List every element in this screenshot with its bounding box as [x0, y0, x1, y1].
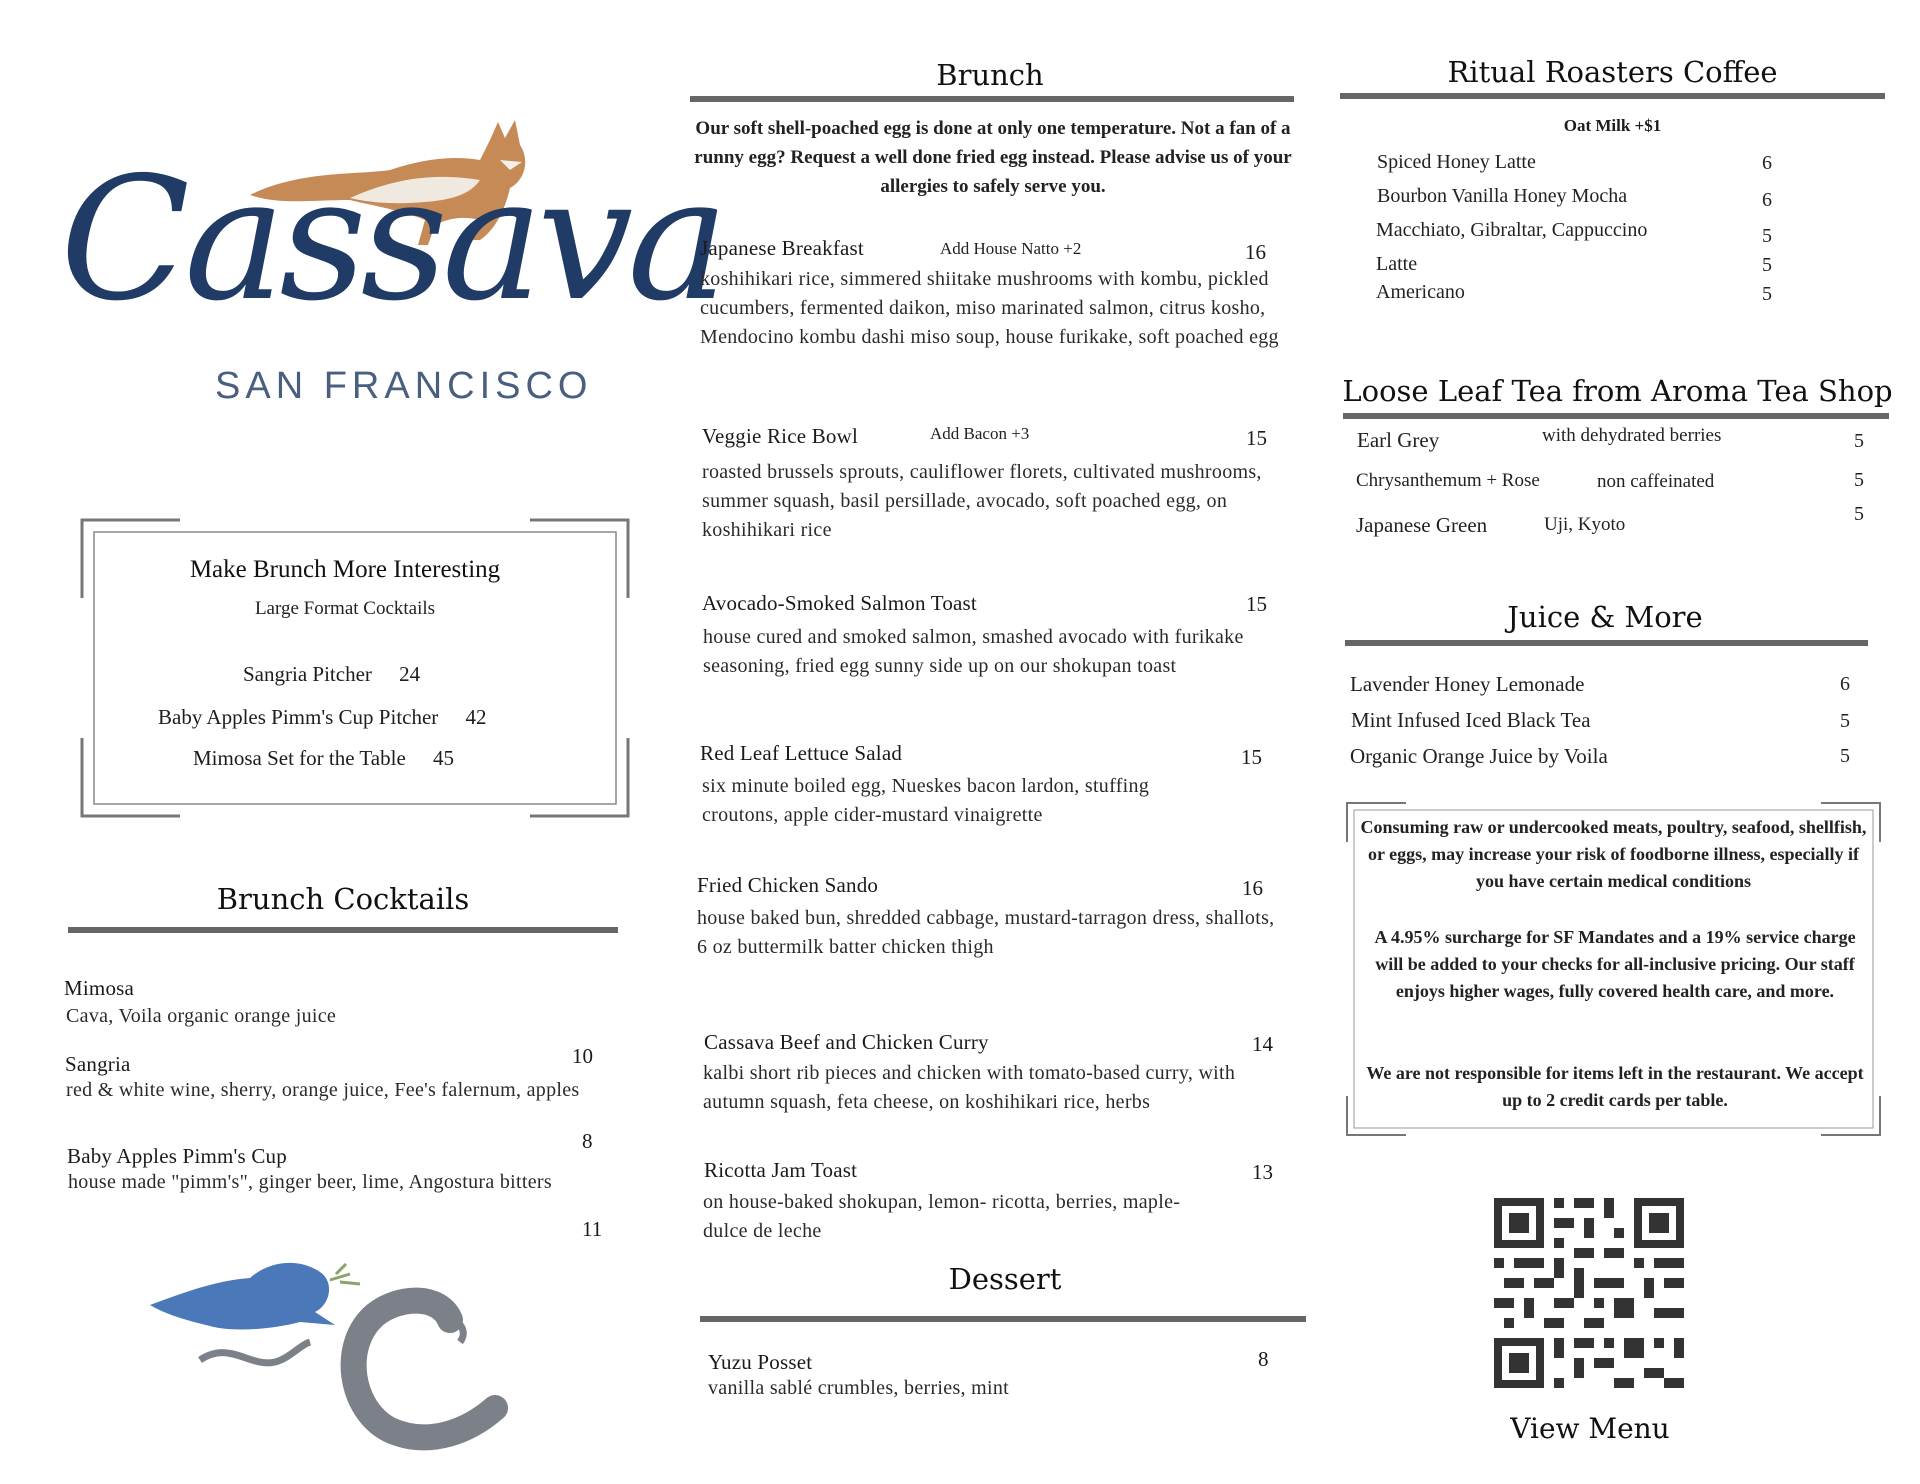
menu-item-name: Baby Apples Pimm's Cup: [67, 1144, 287, 1168]
menu-item-desc: house cured and smoked salmon, smashed avocado with furikake seasoning, fried egg sunny side up on our shokupan toast: [703, 626, 1244, 677]
drink-name: Americano: [1376, 281, 1465, 303]
promo-item-price: 45: [433, 746, 455, 770]
juice-price: 5: [1840, 745, 1850, 767]
menu-item-price: 10: [572, 1044, 593, 1068]
drink-price: 5: [1762, 225, 1772, 247]
promo-box: [80, 518, 630, 818]
logo-city: SAN FRANCISCO: [215, 365, 593, 407]
tea-detail: non caffeinated: [1597, 471, 1715, 492]
menu-item-price: 15: [1246, 592, 1267, 616]
juice-price: 6: [1840, 673, 1850, 695]
cocktails-title: Brunch Cocktails: [216, 882, 470, 916]
promo-item-name: Sangria Pitcher: [243, 662, 372, 686]
tea-detail: with dehydrated berries: [1542, 425, 1722, 446]
coffee-note: Oat Milk +$1: [1563, 116, 1662, 135]
menu-item-desc: vanilla sablé crumbles, berries, mint: [708, 1377, 1010, 1399]
logo-script: Cassava: [60, 141, 723, 339]
menu-item-price: 13: [1252, 1160, 1273, 1184]
promo-item: [243, 662, 420, 687]
promo-title: Make Brunch More Interesting: [189, 556, 501, 583]
disclaimer-box: [1346, 802, 1881, 1136]
drink-name: Macchiato, Gibraltar, Cappuccino: [1376, 219, 1648, 241]
menu-item-desc: six minute boiled egg, Nueskes bacon lardon, stuffing croutons, apple cider-mustard vinaigrette: [702, 775, 1150, 826]
drink-price: 6: [1762, 152, 1772, 174]
drink-name: Spiced Honey Latte: [1377, 151, 1536, 173]
drink-price: 5: [1762, 254, 1772, 276]
juice-name: Organic Orange Juice by Voila: [1350, 744, 1608, 768]
disclaimer-policy: We are not responsible for items left in the restaurant. We accept up to 2 credit cards per table.: [1366, 1063, 1864, 1110]
menu-item-price: 8: [582, 1129, 593, 1153]
tea-price: 5: [1854, 503, 1864, 525]
menu-item-name: Red Leaf Lettuce Salad: [700, 741, 903, 765]
menu-item-desc: on house-baked shokupan, lemon- ricotta, berries, maple-dulce de leche: [703, 1191, 1181, 1242]
menu-item-name: Mimosa: [64, 976, 135, 1000]
menu-item-price: 11: [582, 1217, 603, 1241]
bird-logo-illustration: [150, 1250, 550, 1460]
juice-name: Mint Infused Iced Black Tea: [1351, 708, 1591, 732]
promo-item: [193, 746, 454, 771]
tea-name: Japanese Green: [1356, 513, 1488, 537]
promo-item-name: Baby Apples Pimm's Cup Pitcher: [158, 705, 439, 729]
disclaimer-surcharge: A 4.95% surcharge for SF Mandates and a 19% service charge will be added to your checks for all-inclusive pricing. Our staff enjoys higher wages, fully covered health care, and more.: [1374, 927, 1856, 1001]
menu-item-name: Cassava Beef and Chicken Curry: [704, 1030, 989, 1054]
tea-price: 5: [1854, 469, 1864, 491]
drink-price: 5: [1762, 283, 1772, 305]
tea-title: Loose Leaf Tea from Aroma Tea Shop: [1342, 374, 1893, 408]
promo-item-price: 42: [465, 705, 487, 729]
dessert-rule: [700, 1316, 1306, 1322]
menu-item-addon: Add House Natto +2: [940, 239, 1082, 258]
juice-rule: [1345, 640, 1868, 646]
juice-name: Lavender Honey Lemonade: [1350, 672, 1585, 696]
menu-item-name: Sangria: [65, 1052, 131, 1076]
juice-title: Juice & More: [1507, 600, 1703, 634]
promo-item-name: Mimosa Set for the Table: [193, 746, 406, 770]
menu-item-price: 16: [1245, 240, 1266, 264]
drink-name: Latte: [1376, 253, 1418, 275]
menu-item-desc: roasted brussels sprouts, cauliflower florets, cultivated mushrooms, summer squash, basil persillade, avocado, soft poached egg, on koshihikari rice: [702, 461, 1262, 541]
menu-item-name: Veggie Rice Bowl: [702, 424, 859, 448]
tea-name: Earl Grey: [1357, 428, 1440, 452]
menu-item-name: Fried Chicken Sando: [697, 873, 879, 897]
menu-item-desc: Cava, Voila organic orange juice: [66, 1005, 337, 1027]
menu-item-price: 14: [1252, 1032, 1273, 1056]
logo: [60, 100, 723, 440]
drink-price: 6: [1762, 189, 1772, 211]
tea-price: 5: [1854, 430, 1864, 452]
promo-subtitle: Large Format Cocktails: [254, 598, 436, 619]
menu-item-price: 15: [1241, 745, 1262, 769]
juice-price: 5: [1840, 710, 1850, 732]
promo-item: [158, 705, 487, 730]
brunch-notice: Our soft shell-poached egg is done at only one temperature. Not a fan of a runny egg? Request a well done fried egg instead. Please advise us of your allergies to safely serve you.: [694, 118, 1292, 197]
menu-item-name: Ricotta Jam Toast: [704, 1158, 858, 1182]
view-menu-label[interactable]: View Menu: [1510, 1412, 1670, 1445]
menu-item-price: 16: [1242, 876, 1263, 900]
menu-item-desc: house made "pimm's", ginger beer, lime, Angostura bitters: [68, 1171, 552, 1193]
tea-name: Chrysanthemum + Rose: [1356, 470, 1540, 491]
promo-item-price: 24: [399, 662, 421, 686]
menu-item-addon: Add Bacon +3: [930, 424, 1030, 443]
disclaimer-allergy: Consuming raw or undercooked meats, poultry, seafood, shellfish, or eggs, may increase your risk of foodborne illness, especially if you have certain medical conditions: [1360, 817, 1867, 891]
drink-name: Bourbon Vanilla Honey Mocha: [1377, 185, 1628, 207]
tea-rule: [1343, 413, 1889, 419]
qr-code[interactable]: [1494, 1198, 1684, 1388]
cocktails-rule: [68, 927, 618, 933]
menu-item-name: Avocado-Smoked Salmon Toast: [702, 591, 977, 615]
menu-item-price: 15: [1246, 426, 1267, 450]
menu-item-desc: koshihikari rice, simmered shiitake mushrooms with kombu, pickled cucumbers, fermented daikon, miso marinated salmon, citrus kosho, Mendocino kombu dashi miso soup, house furikake, soft poached egg: [700, 268, 1279, 348]
menu-item-desc: red & white wine, sherry, orange juice, Fee's falernum, apples: [66, 1079, 580, 1101]
coffee-title: Ritual Roasters Coffee: [1447, 55, 1778, 89]
brunch-title: Brunch: [936, 58, 1044, 92]
coffee-rule: [1340, 93, 1885, 99]
menu-item-price: 8: [1258, 1347, 1269, 1371]
tea-detail: Uji, Kyoto: [1544, 514, 1626, 535]
brunch-rule: [690, 96, 1294, 102]
menu-item-desc: kalbi short rib pieces and chicken with tomato-based curry, with autumn squash, feta cheese, on koshihikari rice, herbs: [703, 1062, 1236, 1113]
dessert-title: Dessert: [948, 1262, 1062, 1296]
menu-item-name: Yuzu Posset: [708, 1350, 813, 1374]
menu-item-desc: house baked bun, shredded cabbage, mustard-tarragon dress, shallots, 6 oz buttermilk batter chicken thigh: [697, 907, 1275, 958]
menu-item-name: Japanese Breakfast: [700, 236, 864, 260]
